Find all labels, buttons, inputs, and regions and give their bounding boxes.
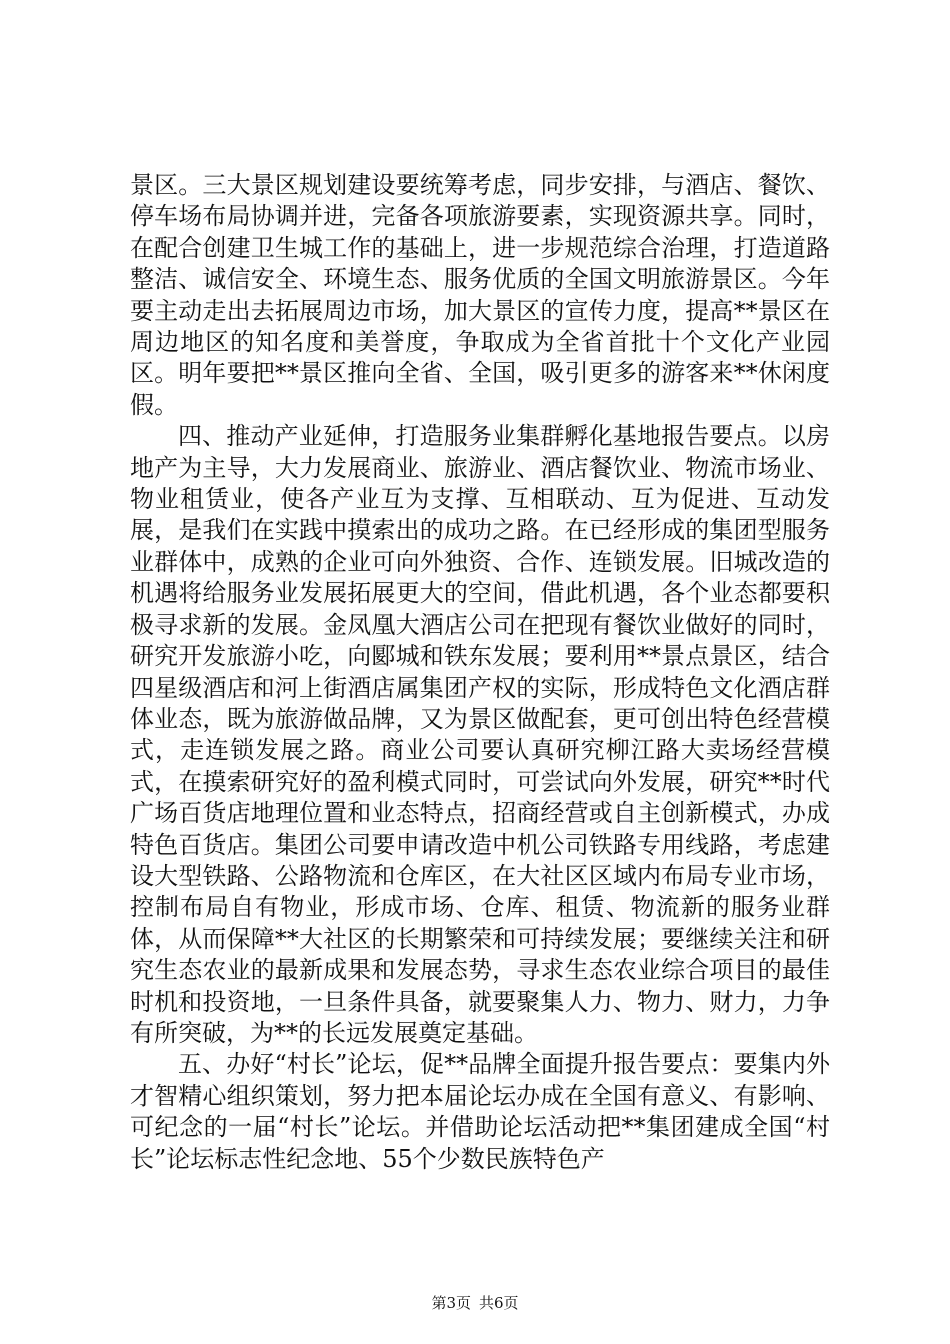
- paragraph-industry-extension: 四、推动产业延伸，打造服务业集群孵化基地报告要点。以房地产为主导，大力发展商业、旅游业、酒店餐饮业、物流市场业、物业租赁业，使各产业互为支撑、互相联动、互为促进、互动发展，是我们在实践中摸索出的成功之路。在已经形成的集团型服务业群体中，成熟的企业可向外独资、合作、连锁发展。旧城改造的机遇将给服务业发展拓展更大的空间，借此机遇，各个业态都要积极寻求新的发展。金凤凰大酒店公司在把现有餐饮业做好的同时，研究开发旅游小吃，向郾城和铁东发展；要利用**景点景区，结合四星级酒店和河上街酒店属集团产权的实际，形成特色文化酒店群体业态，既为旅游做品牌，又为景区做配套，更可创出特色经营模式，走连锁发展之路。商业公司要认真研究柳江路大卖场经营模式，在摸索研究好的盈利模式同时，可尝试向外发展，研究**时代广场百货店地理位置和业态特点，招商经营或自主创新模式，办成特色百货店。集团公司要申请改造中机公司铁路专用线路，考虑建设大型铁路、公路物流和仓库区，在大社区区域内布局专业市场，控制布局自有物业，形成市场、仓库、租赁、物流新的服务业群体，从而保障**大社区的长期繁荣和可持续发展；要继续关注和研究生态农业的最新成果和发展态势，寻求生态农业综合项目的最佳时机和投资地，一旦条件具备，就要聚集人力、物力、财力，力争有所突破，为**的长远发展奠定基础。: [130, 422, 830, 1047]
- page-number: 第3页: [431, 1294, 471, 1312]
- paragraph-village-forum: 五、办好“村长”论坛，促**品牌全面提升报告要点：要集内外才智精心组织策划，努力把本届论坛办成在全国有意义、有影响、可纪念的一届“村长”论坛。并借助论坛活动把**集团建成全国“村长”论坛标志性纪念地、55个少数民族特色产: [130, 1050, 830, 1173]
- page-total: 共6页: [479, 1294, 519, 1312]
- paragraph-scenic-area: 景区。三大景区规划建设要统筹考虑，同步安排，与酒店、餐饮、停车场布局协调并进，完备各项旅游要素，实现资源共享。同时，在配合创建卫生城工作的基础上，进一步规范综合治理，打造道路整洁、诚信安全、环境生态、服务优质的全国文明旅游景区。今年要主动走出去拓展周边市场，加大景区的宣传力度，提高**景区在周边地区的知名度和美誉度，争取成为全省首批十个文化产业园区。明年要把**景区推向全省、全国，吸引更多的游客来**休闲度假。: [130, 171, 830, 419]
- document-body: [130, 170, 830, 1175]
- page-footer: [0, 1292, 950, 1313]
